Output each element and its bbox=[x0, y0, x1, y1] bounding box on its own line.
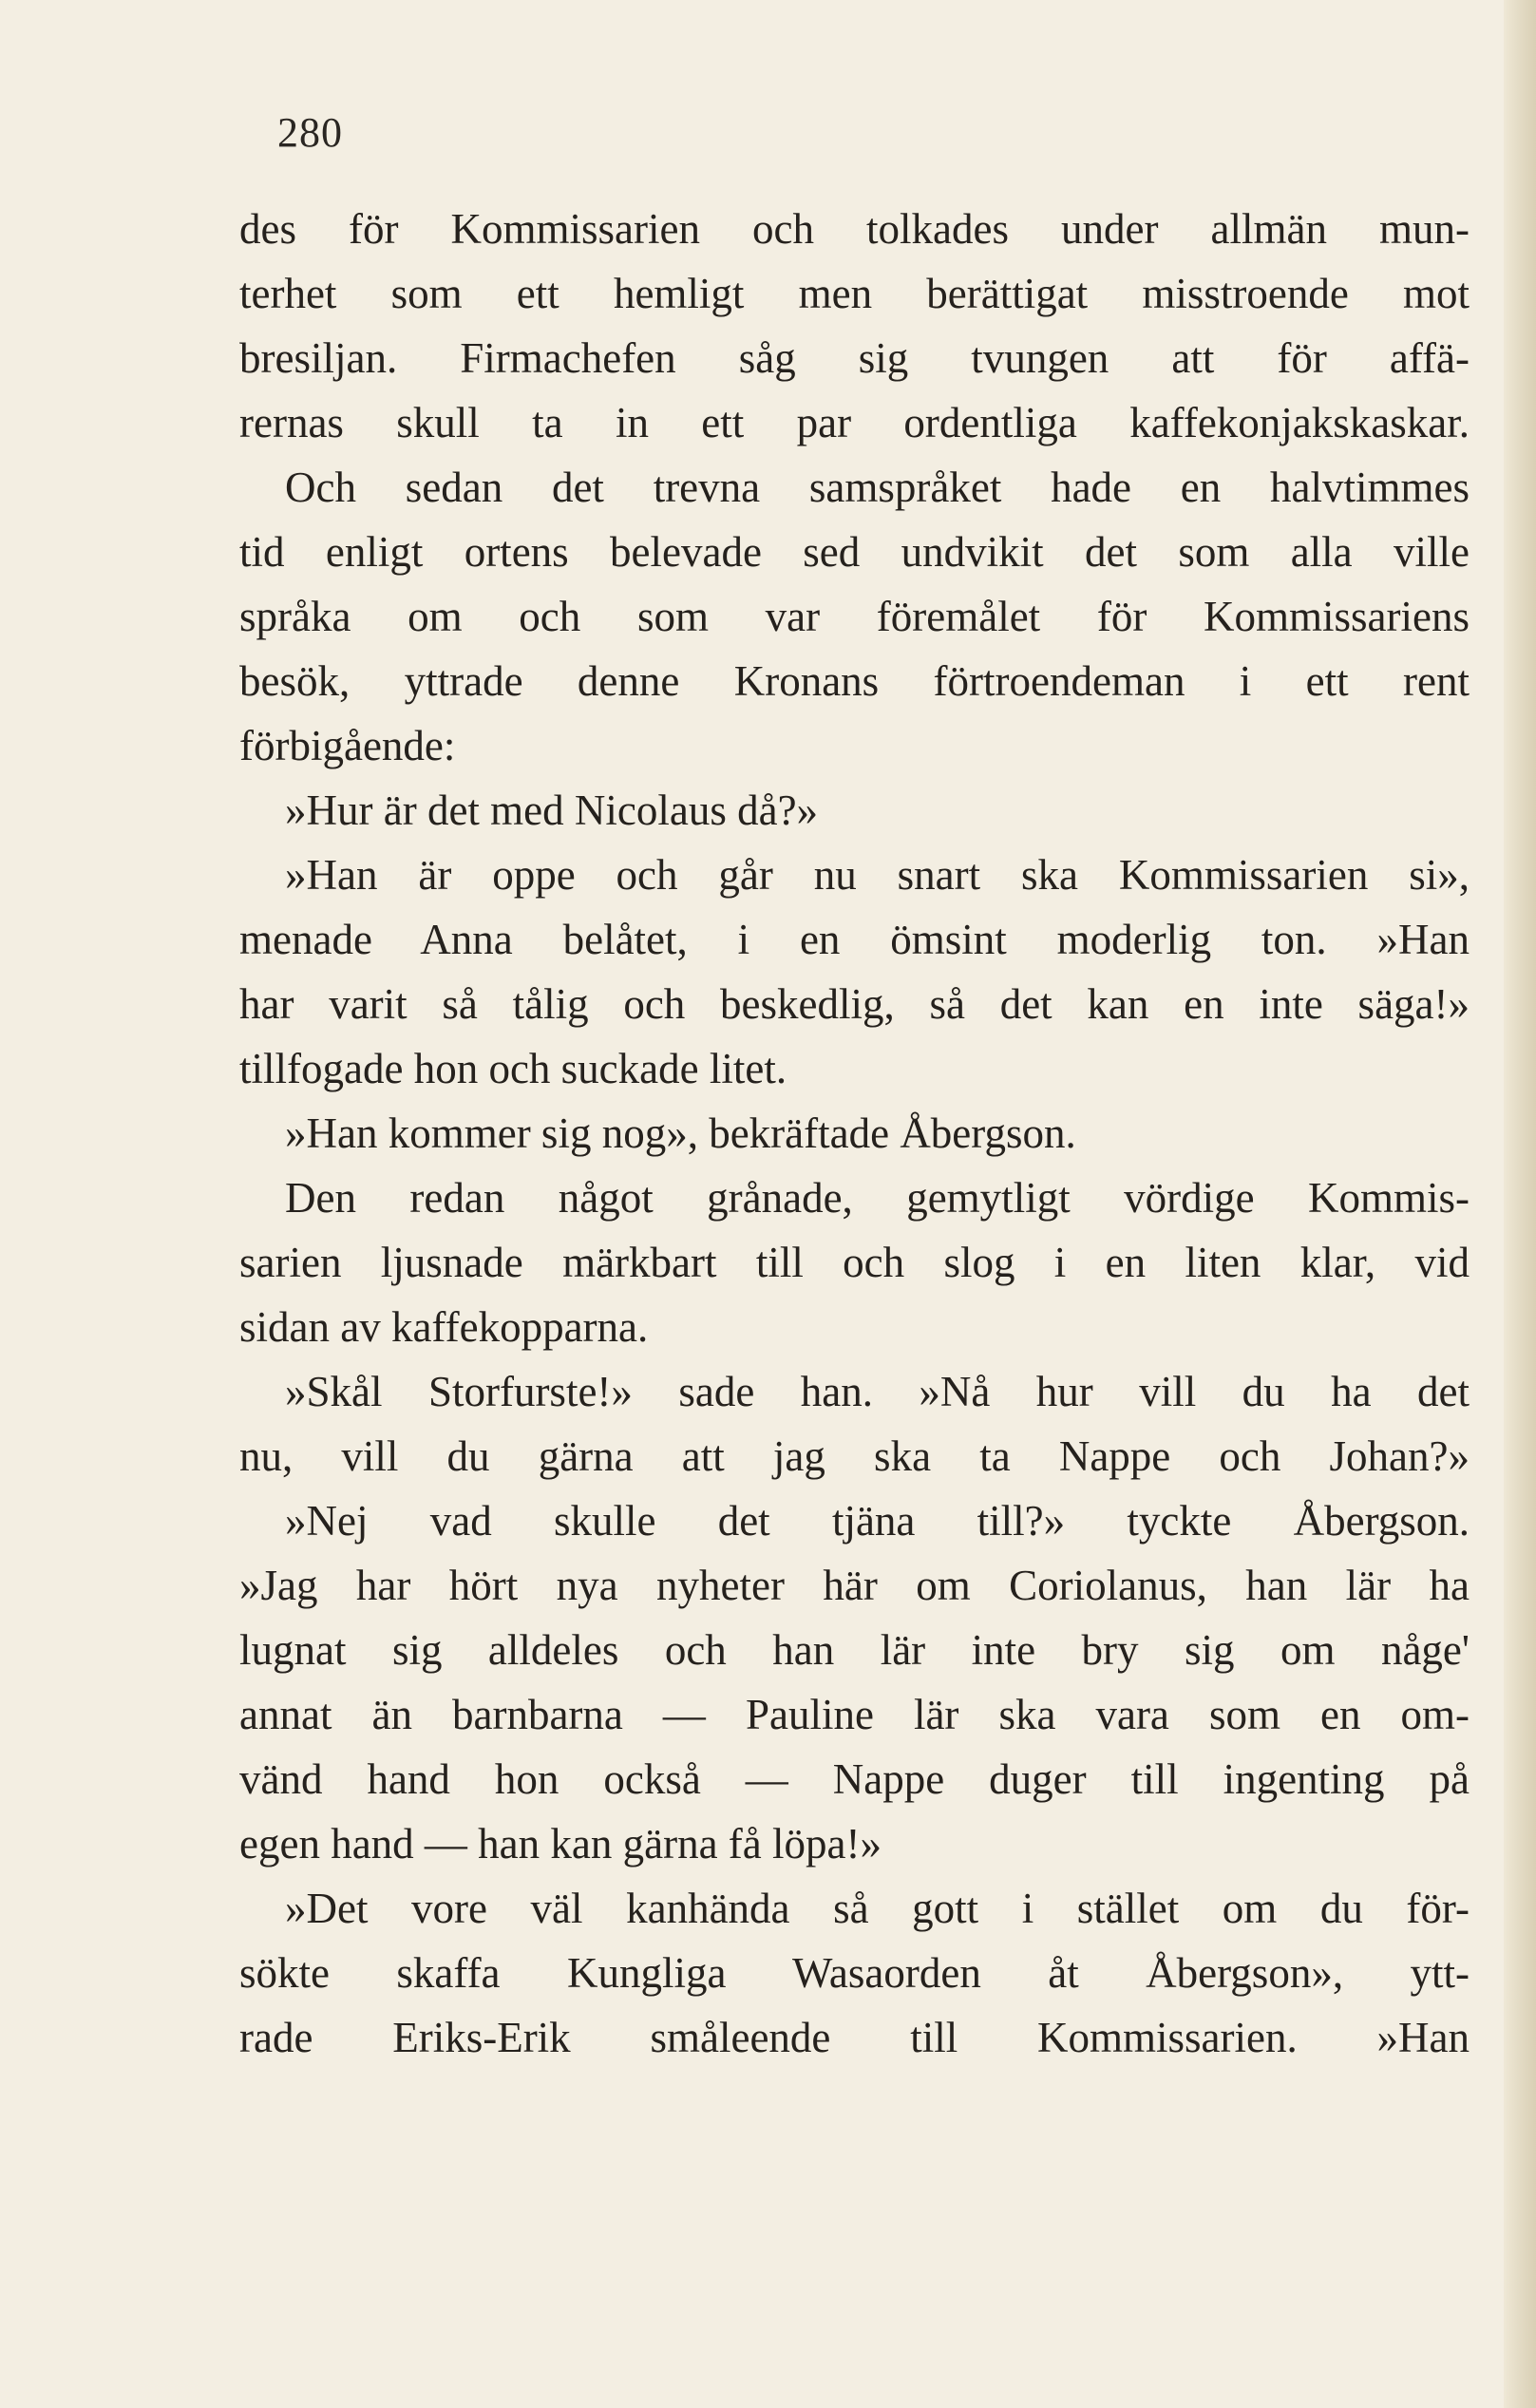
body-text bbox=[239, 197, 1470, 2070]
text-line: tillfogade hon och suckade litet. bbox=[239, 1045, 787, 1092]
text-line: Den redan något grånade, gemytligt vördige Kommis- bbox=[285, 1174, 1470, 1222]
text-line: besök, yttrade denne Kronans förtroendeman i ett rent bbox=[239, 657, 1470, 705]
text-line: rernas skull ta in ett par ordentliga kaffekonjakskaskar. bbox=[239, 399, 1470, 446]
text-line: des för Kommissarien och tolkades under allmän mun- bbox=[239, 205, 1470, 253]
text-line: »Skål Storfurste!» sade han. »Nå hur vill du ha det bbox=[285, 1368, 1470, 1415]
text-line: nu, vill du gärna att jag ska ta Nappe och Johan?» bbox=[239, 1432, 1470, 1480]
text-line: menade Anna belåtet, i en ömsint moderlig ton. »Han bbox=[239, 916, 1470, 963]
page-binding-shadow bbox=[1504, 0, 1536, 2408]
text-line: har varit så tålig och beskedlig, så det kan en inte säga!» bbox=[239, 980, 1470, 1028]
page-number: 280 bbox=[277, 109, 343, 156]
text-line: »Jag har hört nya nyheter här om Coriolanus, han lär ha bbox=[239, 1562, 1470, 1609]
text-line: Och sedan det trevna samspråket hade en halvtimmes bbox=[285, 464, 1470, 511]
text-line: »Han kommer sig nog», bekräftade Åbergson. bbox=[285, 1109, 1076, 1157]
text-line: sarien ljusnade märkbart till och slog i en liten klar, vid bbox=[239, 1239, 1470, 1286]
text-line: bresiljan. Firmachefen såg sig tvungen att för affä- bbox=[239, 334, 1470, 382]
text-line: egen hand — han kan gärna få löpa!» bbox=[239, 1820, 882, 1868]
text-line: terhet som ett hemligt men berättigat misstroende mot bbox=[239, 270, 1470, 317]
text-line: »Nej vad skulle det tjäna till?» tyckte Åbergson. bbox=[285, 1497, 1470, 1545]
text-line: »Han är oppe och går nu snart ska Kommissarien si», bbox=[285, 851, 1470, 899]
text-line: annat än barnbarna — Pauline lär ska vara som en om- bbox=[239, 1691, 1470, 1738]
text-line: förbigående: bbox=[239, 722, 456, 769]
text-line: tid enligt ortens belevade sed undvikit det som alla ville bbox=[239, 528, 1470, 576]
text-line: sidan av kaffekopparna. bbox=[239, 1303, 649, 1351]
text-line: »Det vore väl kanhända så gott i stället om du för- bbox=[285, 1885, 1470, 1932]
text-line: sökte skaffa Kungliga Wasaorden åt Åbergson», ytt- bbox=[239, 1949, 1470, 1997]
text-line: »Hur är det med Nicolaus då?» bbox=[285, 787, 819, 834]
text-line: vänd hand hon också — Nappe duger till ingenting på bbox=[239, 1755, 1470, 1803]
text-line: lugnat sig alldeles och han lär inte bry sig om någe' bbox=[239, 1626, 1470, 1674]
text-line: rade Eriks-Erik småleende till Kommissarien. »Han bbox=[239, 2014, 1470, 2061]
text-line: språka om och som var föremålet för Kommissariens bbox=[239, 593, 1470, 640]
